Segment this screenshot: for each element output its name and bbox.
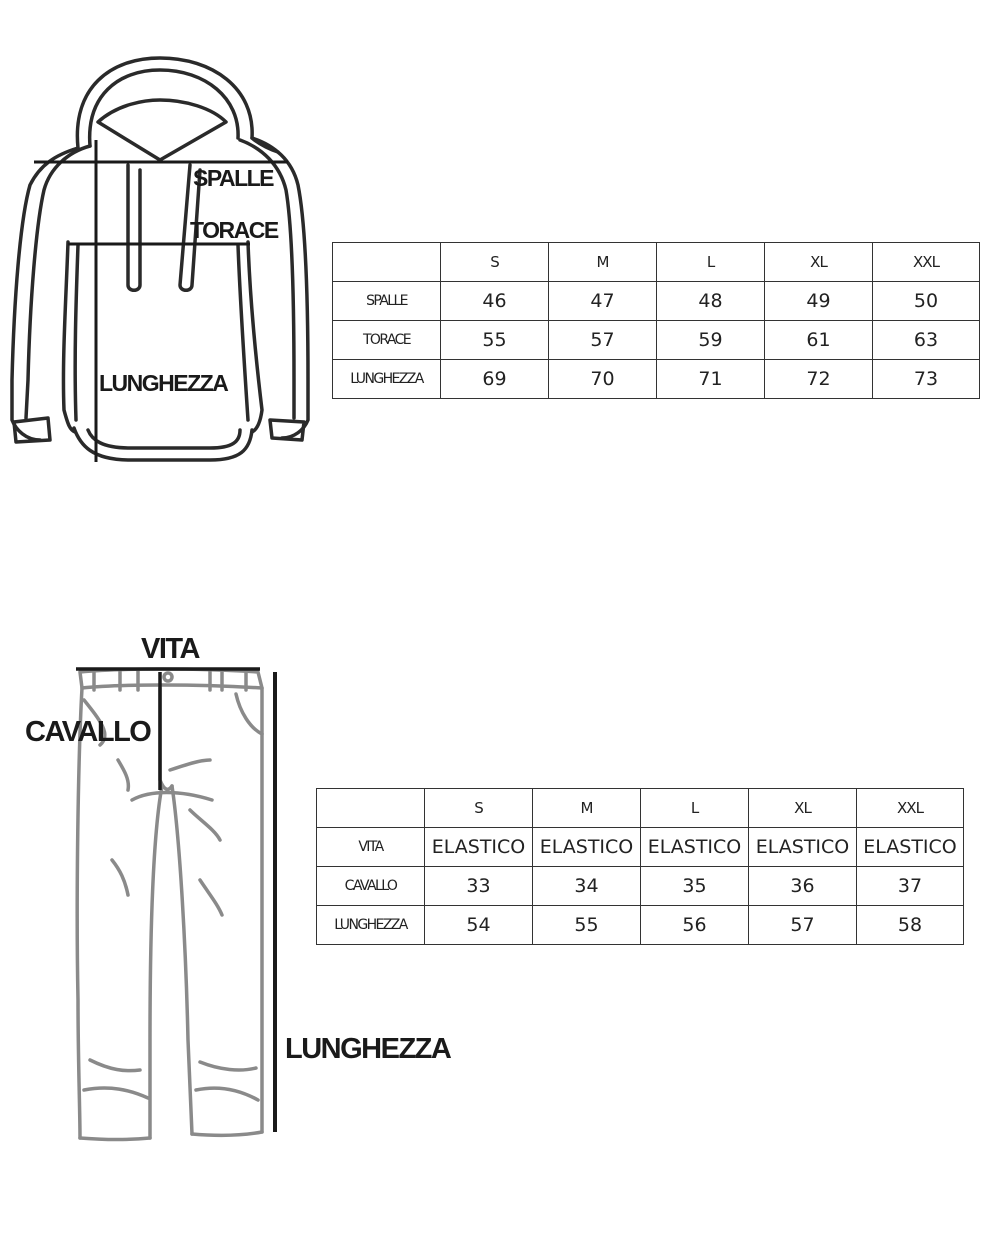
size-header: M [533,789,641,828]
table-cell: 33 [425,867,533,906]
table-cell: 58 [857,906,964,945]
table-cell: 50 [873,282,980,321]
row-label: TORACE [333,321,441,360]
table-cell: 72 [765,360,873,399]
table-cell: 54 [425,906,533,945]
size-header: L [657,243,765,282]
table-row [333,321,980,360]
table-row [333,360,980,399]
row-label: SPALLE [333,282,441,321]
table-corner-cell [317,789,425,828]
table-cell: 48 [657,282,765,321]
size-header: XL [765,243,873,282]
table-cell: 34 [533,867,641,906]
row-label: LUNGHEZZA [317,906,425,945]
pants-size-table [316,788,964,945]
table-cell: 57 [549,321,657,360]
table-cell: 55 [533,906,641,945]
label-chest: TORACE [190,217,278,243]
table-cell: 70 [549,360,657,399]
table-row [317,828,964,867]
size-header: S [441,243,549,282]
label-crotch: CAVALLO [25,716,151,748]
size-header: XXL [857,789,964,828]
table-cell: ELASTICO [641,828,749,867]
table-cell: 57 [749,906,857,945]
label-waist: VITA [141,633,199,665]
table-cell: 56 [641,906,749,945]
table-cell: 73 [873,360,980,399]
table-cell: 71 [657,360,765,399]
table-cell: 47 [549,282,657,321]
label-pants-length: LUNGHEZZA [285,1033,451,1065]
row-label: LUNGHEZZA [333,360,441,399]
table-row [333,282,980,321]
table-row [317,867,964,906]
table-cell: 55 [441,321,549,360]
table-header-row [317,789,964,828]
size-header: XL [749,789,857,828]
table-cell: ELASTICO [425,828,533,867]
table-header-row [333,243,980,282]
table-cell: 61 [765,321,873,360]
hoodie-size-table [332,242,980,399]
table-corner-cell [333,243,441,282]
table-cell: ELASTICO [533,828,641,867]
label-shoulders: SPALLE [193,165,274,191]
table-row [317,906,964,945]
row-label: CAVALLO [317,867,425,906]
table-cell: 36 [749,867,857,906]
table-cell: 59 [657,321,765,360]
table-cell: 46 [441,282,549,321]
table-cell: ELASTICO [857,828,964,867]
table-cell: ELASTICO [749,828,857,867]
table-cell: 37 [857,867,964,906]
table-cell: 63 [873,321,980,360]
row-label: VITA [317,828,425,867]
label-hoodie-length: LUNGHEZZA [99,370,228,396]
size-header: M [549,243,657,282]
hoodie-outline [12,58,308,460]
table-cell: 35 [641,867,749,906]
table-cell: 49 [765,282,873,321]
size-header: XXL [873,243,980,282]
size-header: S [425,789,533,828]
table-cell: 69 [441,360,549,399]
size-header: L [641,789,749,828]
